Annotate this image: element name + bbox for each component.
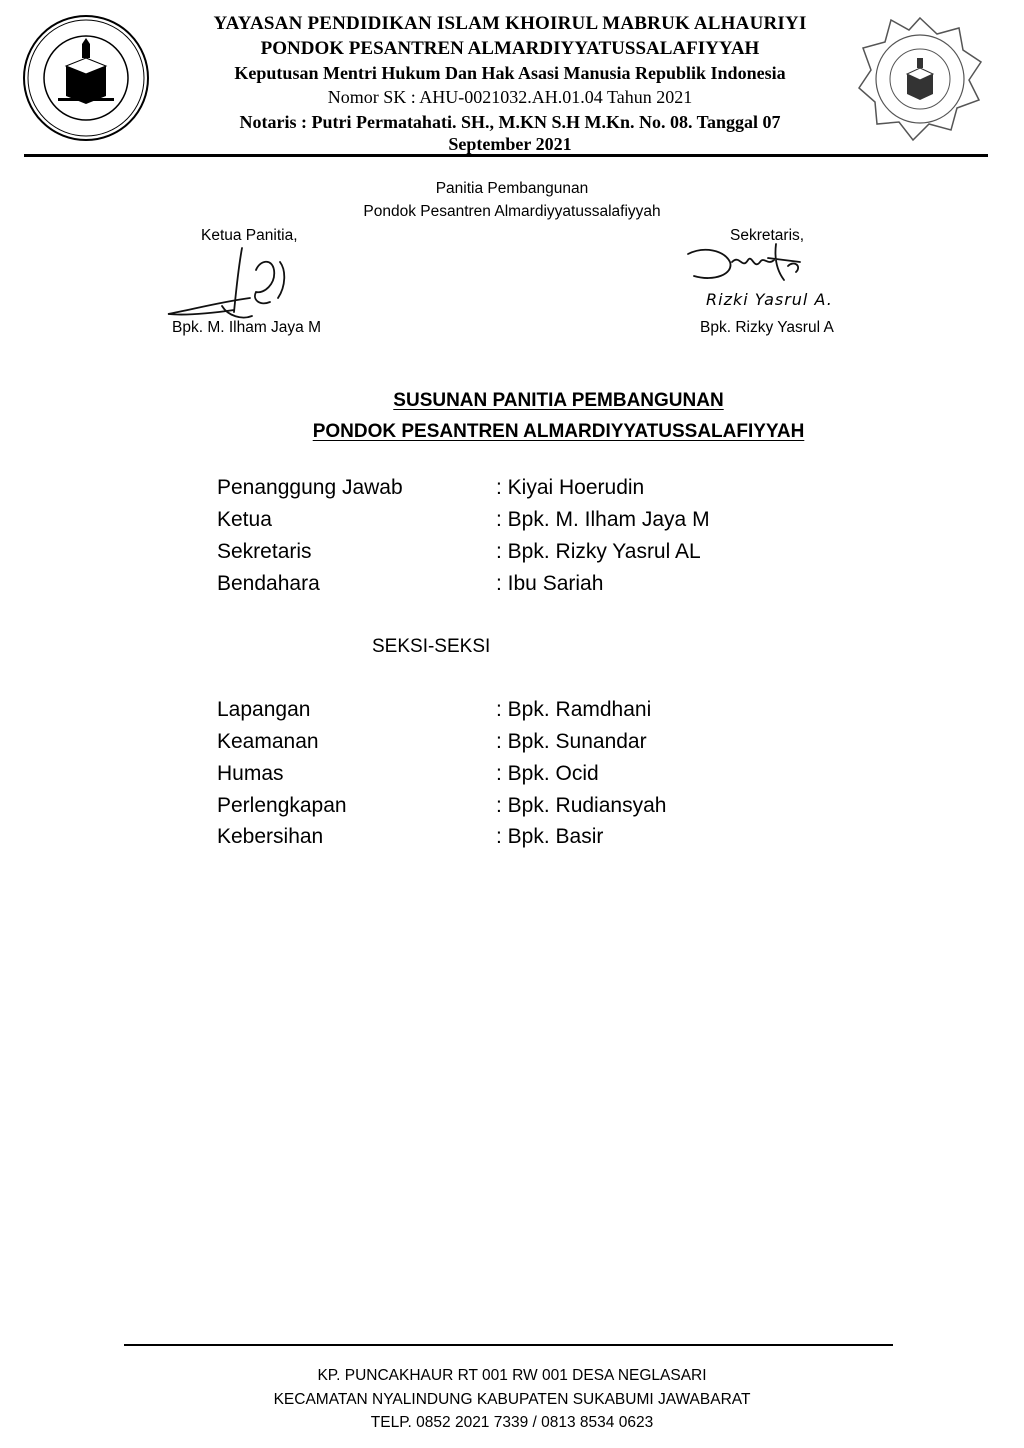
right-handwritten-name: Rizki Yasrul A. bbox=[706, 290, 833, 309]
committee-header-line1: Panitia Pembangunan bbox=[435, 180, 589, 197]
left-signature bbox=[160, 240, 300, 330]
member-name: : Bpk. M. Ilham Jaya M bbox=[496, 508, 710, 531]
letterhead-sk-number: Nomor SK : AHU-0021032.AH.01.04 Tahun 2021 bbox=[327, 87, 693, 107]
member-name: : Kiyai Hoerudin bbox=[496, 476, 645, 499]
footer-address: KP. PUNCAKHAUR RT 001 RW 001 DESA NEGLASARI bbox=[317, 1367, 707, 1384]
member-name: : Bpk. Rizky Yasrul AL bbox=[496, 540, 701, 563]
section-role: Keamanan bbox=[217, 730, 319, 753]
right-signature bbox=[684, 236, 824, 296]
section-name: : Bpk. Sunandar bbox=[496, 730, 647, 753]
sections-heading: SEKSI-SEKSI bbox=[372, 636, 491, 657]
member-role: Penanggung Jawab bbox=[217, 476, 403, 499]
section-name: : Bpk. Ramdhani bbox=[496, 698, 652, 721]
member-role: Ketua bbox=[217, 508, 272, 531]
letterhead-divider bbox=[24, 154, 988, 157]
right-logo bbox=[855, 14, 985, 144]
right-signatory-role: Sekretaris, bbox=[730, 227, 805, 244]
document-title-line1: SUSUNAN PANITIA PEMBANGUNAN bbox=[393, 390, 724, 411]
footer-district: KECAMATAN NYALINDUNG KABUPATEN SUKABUMI JAWABARAT bbox=[273, 1391, 751, 1408]
footer-divider bbox=[124, 1344, 893, 1346]
section-name: : Bpk. Basir bbox=[496, 825, 604, 848]
committee-header-line2: Pondok Pesantren Almardiyyatussalafiyyah bbox=[363, 203, 661, 220]
left-signatory-name: Bpk. M. Ilham Jaya M bbox=[172, 319, 322, 336]
member-name: : Ibu Sariah bbox=[496, 572, 604, 595]
member-role: Sekretaris bbox=[217, 540, 312, 563]
letterhead-notary-date: September 2021 bbox=[448, 134, 572, 154]
document-title-line2: PONDOK PESANTREN ALMARDIYYATUSSALAFIYYAH bbox=[312, 421, 805, 442]
section-role: Humas bbox=[217, 762, 284, 785]
right-signatory-name: Bpk. Rizky Yasrul A bbox=[700, 319, 834, 336]
section-role: Lapangan bbox=[217, 698, 311, 721]
letterhead-school-name: PONDOK PESANTREN ALMARDIYYATUSSALAFIYYAH bbox=[260, 38, 760, 59]
member-role: Bendahara bbox=[217, 572, 320, 595]
section-name: : Bpk. Rudiansyah bbox=[496, 794, 667, 817]
left-logo bbox=[22, 14, 150, 142]
section-role: Kebersihan bbox=[217, 825, 324, 848]
letterhead-decree: Keputusan Mentri Hukum Dan Hak Asasi Manusia Republik Indonesia bbox=[234, 63, 786, 83]
section-name: : Bpk. Ocid bbox=[496, 762, 599, 785]
left-signatory-role: Ketua Panitia, bbox=[201, 227, 298, 244]
section-role: Perlengkapan bbox=[217, 794, 347, 817]
footer-phone: TELP. 0852 2021 7339 / 0813 8534 0623 bbox=[370, 1414, 654, 1431]
letterhead-foundation-name: YAYASAN PENDIDIKAN ISLAM KHOIRUL MABRUK ALHAURIYI bbox=[213, 13, 807, 34]
letterhead-notary: Notaris : Putri Permatahati. SH., M.KN S.H M.Kn. No. 08. Tanggal 07 bbox=[239, 112, 781, 132]
